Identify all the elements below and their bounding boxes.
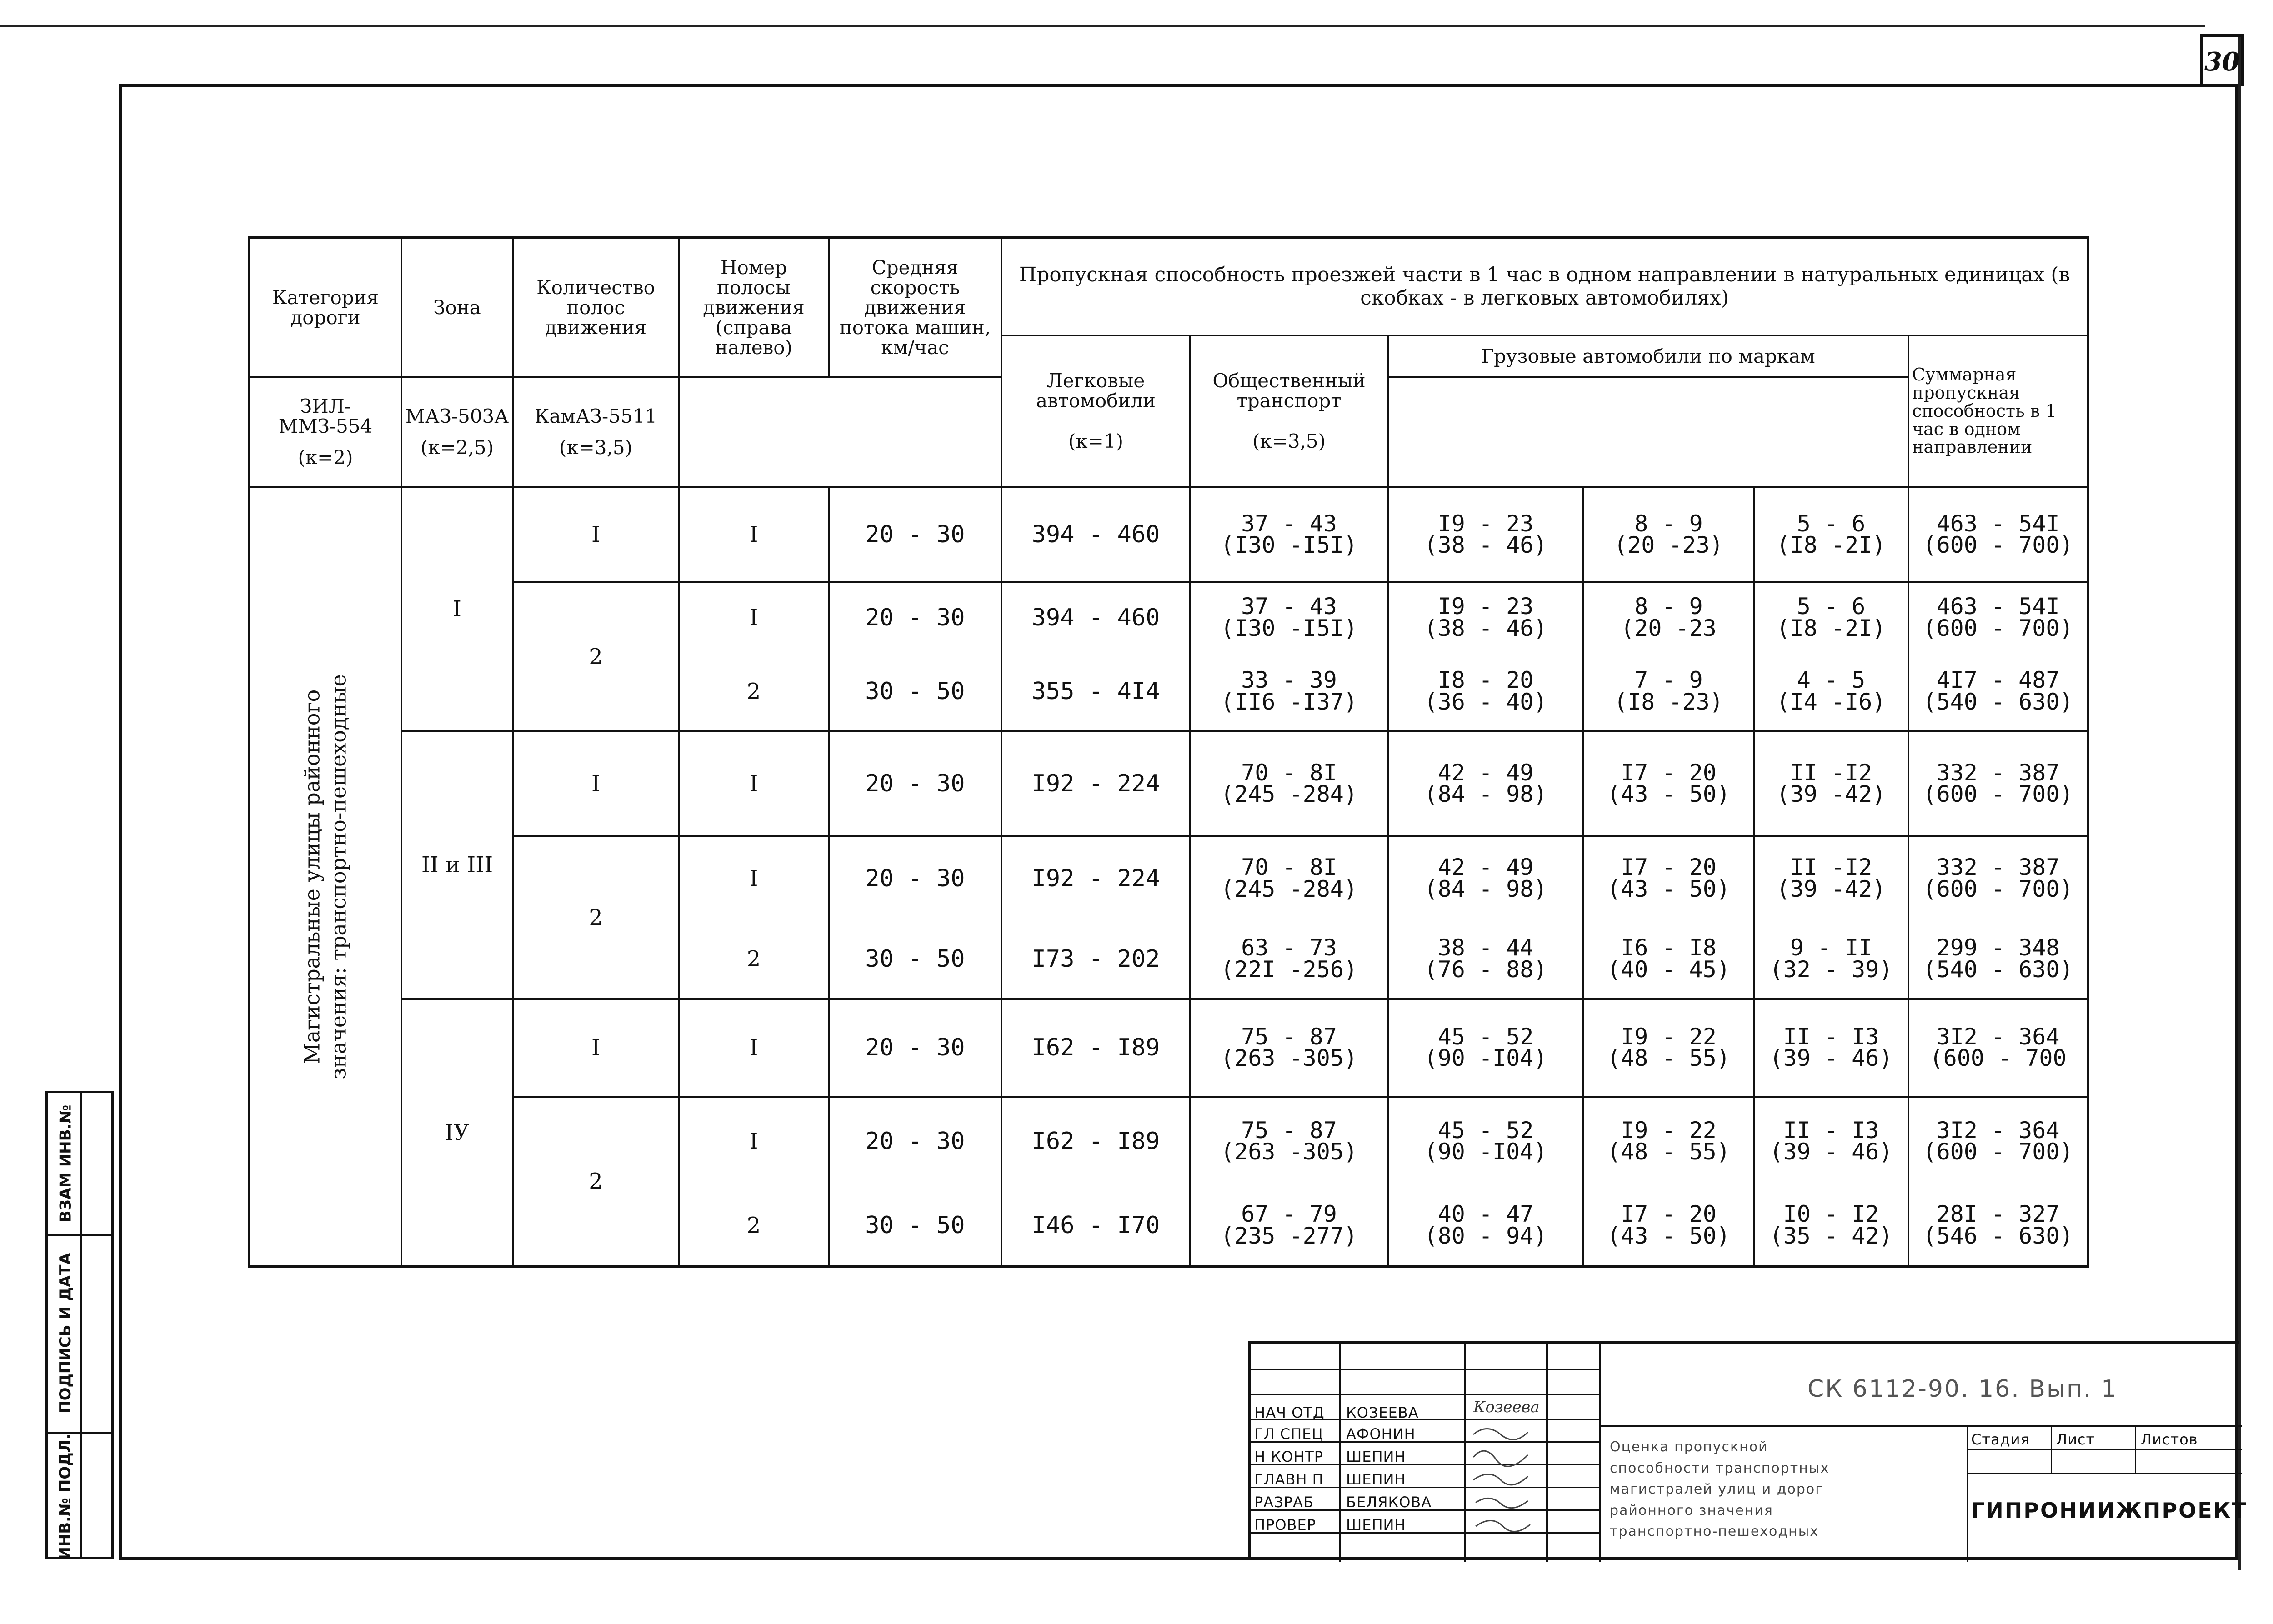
lane-number-cell: I [679, 731, 829, 836]
name-label: КОЗЕЕВА [1346, 1404, 1419, 1421]
value-main: 28I - 327 [1936, 1201, 2060, 1228]
transit-cell [1190, 582, 1388, 652]
value-sub: (39 -42) [1776, 875, 1886, 902]
name-label: БЕЛЯКОВА [1346, 1494, 1432, 1511]
value-sub: (32 - 39) [1769, 956, 1893, 983]
kamaz-cell [1754, 1097, 1908, 1185]
header-transit-label: Общественный транспорт [1212, 369, 1366, 412]
value-sub: (600 - 700) [1923, 875, 2073, 902]
value-main: 75 - 87 [1241, 1023, 1337, 1050]
value-sub: (245 -284) [1220, 781, 1358, 808]
kamaz-cell [1754, 920, 1908, 999]
value-sub: (80 - 94) [1424, 1222, 1547, 1249]
right-border [2238, 34, 2241, 1570]
value-main: I9 - 23 [1437, 593, 1534, 620]
lane-number-cell: 2 [679, 1185, 829, 1267]
value-sub: (38 - 46) [1424, 615, 1547, 641]
value-main: I9 - 23 [1437, 510, 1534, 537]
value-sub: (48 - 55) [1607, 1139, 1730, 1165]
kamaz-cell [1754, 487, 1908, 582]
header-total: Суммарная пропускная способность в 1 час в одном направлении [1908, 335, 2088, 487]
value-main: I7 - 20 [1621, 854, 1717, 881]
value-main: 5 - 6 [1797, 593, 1866, 620]
total-cell [1908, 487, 2088, 582]
header-zone: Зона [401, 238, 513, 377]
value-sub: (I8 -2I) [1776, 532, 1886, 559]
value-sub: (40 - 45) [1607, 956, 1730, 983]
value-main: 9 - II [1790, 934, 1872, 961]
value-main: I8 - 20 [1437, 667, 1534, 694]
role-label: НАЧ ОТД [1254, 1404, 1325, 1421]
role-label: РАЗРАБ [1254, 1494, 1314, 1511]
value-main: 8 - 9 [1634, 510, 1703, 537]
organization-name: ГИПРОНИИЖПРОЕКТ [1971, 1498, 2248, 1523]
stage-label: Стадия [1971, 1431, 2030, 1448]
zil-cell [1388, 1097, 1583, 1185]
stamp-line [1339, 1344, 1341, 1562]
value-main: II -I2 [1790, 854, 1872, 881]
value-sub: (38 - 46) [1424, 532, 1547, 559]
page-number [2200, 34, 2244, 86]
value-main: 463 - 54I [1936, 510, 2060, 537]
value-main: 37 - 43 [1241, 593, 1337, 620]
value-sub: (I8 -23) [1614, 688, 1723, 715]
transit-cell [1190, 999, 1388, 1097]
header-cars-k: (к=1) [1068, 430, 1123, 453]
speed-cell: 20 - 30 [829, 999, 1001, 1097]
lane-number-cell: I [679, 582, 829, 652]
cars-cell: 355 - 4I4 [1001, 652, 1190, 731]
header-speed: Средняя скорость движения потока машин, км/час [829, 238, 1001, 377]
cars-cell: I73 - 202 [1001, 920, 1190, 999]
zil-cell [1388, 487, 1583, 582]
kamaz-cell [1754, 999, 1908, 1097]
value-main: 5 - 6 [1797, 510, 1866, 537]
value-sub: (I4 -I6) [1776, 688, 1886, 715]
zone-cell: IУ [401, 999, 513, 1267]
value-sub: (600 - 700) [1923, 532, 2073, 559]
value-sub: (600 - 700) [1923, 615, 2073, 641]
header-cars-label: Легковые автомобили [1036, 369, 1156, 412]
lane-number-cell: 2 [679, 920, 829, 999]
value-sub: (235 -277) [1220, 1222, 1358, 1249]
value-main: I9 - 22 [1621, 1023, 1717, 1050]
transit-cell [1190, 1097, 1388, 1185]
lane-count-cell: 2 [513, 836, 679, 999]
stamp-line [1967, 1449, 2242, 1450]
role-label: ПРОВЕР [1254, 1516, 1317, 1534]
cars-cell: I62 - I89 [1001, 999, 1190, 1097]
role-label: Н КОНТР [1254, 1448, 1324, 1465]
name-label: ШЕПИН [1346, 1471, 1406, 1488]
name-label: ШЕПИН [1346, 1448, 1406, 1465]
speed-cell: 20 - 30 [829, 487, 1001, 582]
binding-stamp [45, 1091, 114, 1559]
value-main: 332 - 387 [1936, 759, 2060, 786]
value-sub: (263 -305) [1220, 1139, 1358, 1165]
header-kamaz-k: (к=3,5) [559, 436, 632, 459]
header-trucks-caption: Грузовые автомобили по маркам [1388, 335, 1908, 377]
signature: Козеева [1473, 1398, 1540, 1416]
value-sub: (43 - 50) [1607, 1222, 1730, 1249]
value-main: I7 - 20 [1621, 759, 1717, 786]
value-main: 75 - 87 [1241, 1117, 1337, 1144]
header-zil [249, 377, 401, 487]
speed-cell: 20 - 30 [829, 1097, 1001, 1185]
maz-cell [1583, 836, 1754, 919]
lane-number-cell: 2 [679, 652, 829, 731]
speed-cell: 30 - 50 [829, 920, 1001, 999]
value-main: 45 - 52 [1437, 1117, 1534, 1144]
value-main: 3I2 - 364 [1936, 1023, 2060, 1050]
maz-cell [1583, 920, 1754, 999]
maz-cell [1583, 1097, 1754, 1185]
header-category: Категория дороги [249, 238, 401, 377]
value-sub: (II6 -I37) [1220, 688, 1358, 715]
total-cell [1908, 582, 2088, 652]
stamp-line [2051, 1425, 2052, 1473]
header-transit-k: (к=3,5) [1252, 430, 1326, 453]
zil-cell [1388, 731, 1583, 836]
value-main: 4 - 5 [1797, 667, 1866, 694]
cars-cell: I92 - 224 [1001, 836, 1190, 919]
value-main: 332 - 387 [1936, 854, 2060, 881]
lane-number-cell: I [679, 999, 829, 1097]
value-sub: (48 - 55) [1607, 1045, 1730, 1072]
lane-count-cell: I [513, 731, 679, 836]
lane-count-cell: 2 [513, 582, 679, 731]
value-main: I7 - 20 [1621, 1201, 1717, 1228]
total-cell [1908, 1097, 2088, 1185]
speed-cell: 30 - 50 [829, 1185, 1001, 1267]
binding-label-sign: ПОДПИСЬ И ДАТА [56, 1252, 75, 1414]
value-sub: (600 - 700 [1929, 1045, 2067, 1072]
transit-cell [1190, 836, 1388, 919]
value-sub: (600 - 700) [1923, 781, 2073, 808]
value-sub: (90 -I04) [1424, 1045, 1547, 1072]
value-main: 63 - 73 [1241, 934, 1337, 961]
maz-cell [1583, 1185, 1754, 1267]
value-main: 40 - 47 [1437, 1201, 1534, 1228]
zil-cell [1388, 652, 1583, 731]
value-main: II -I2 [1790, 759, 1872, 786]
value-main: 45 - 52 [1437, 1023, 1534, 1050]
value-main: 70 - 8I [1241, 759, 1337, 786]
value-sub: (I30 -I5I) [1220, 615, 1358, 641]
stamp-line [1599, 1425, 2242, 1427]
value-sub: (84 - 98) [1424, 781, 1547, 808]
total-cell [1908, 920, 2088, 999]
table-row [249, 582, 2088, 652]
stamp-line [1967, 1425, 1968, 1562]
stamp-line [1967, 1473, 2242, 1474]
stamp-line [2135, 1425, 2136, 1473]
total-cell [1908, 1185, 2088, 1267]
kamaz-cell [1754, 582, 1908, 652]
value-main: 37 - 43 [1241, 510, 1337, 537]
header-maz-k: (к=2,5) [420, 436, 494, 459]
cars-cell: 394 - 460 [1001, 487, 1190, 582]
value-sub: (35 - 42) [1769, 1222, 1893, 1249]
stamp-line [1251, 1369, 1599, 1370]
table-row [249, 836, 2088, 919]
value-main: 33 - 39 [1241, 667, 1337, 694]
capacity-table [248, 236, 2089, 1268]
value-main: 8 - 9 [1634, 593, 1703, 620]
lane-count-cell: I [513, 487, 679, 582]
cars-cell: I92 - 224 [1001, 731, 1190, 836]
binding-label-replace: ВЗАМ ИНВ.№ [56, 1104, 75, 1223]
header-kamaz-label: КамАЗ-5511 [534, 405, 657, 428]
sheet-label: Лист [2056, 1431, 2095, 1448]
lane-number-cell: I [679, 836, 829, 919]
value-main: II - I3 [1783, 1117, 1879, 1144]
category-cell [249, 487, 401, 1267]
signature-scribbles [1469, 1421, 1542, 1553]
zil-cell [1388, 582, 1583, 652]
value-main: 70 - 8I [1241, 854, 1337, 881]
value-sub: (540 - 630) [1923, 956, 2073, 983]
value-sub: (245 -284) [1220, 875, 1358, 902]
speed-cell: 30 - 50 [829, 652, 1001, 731]
value-sub: (39 -42) [1776, 781, 1886, 808]
header-capacity-caption: Пропускная способность проезжей части в 1 час в одном направлении в натуральных единицах (в скобках - в легковых автомобилях) [1001, 238, 2088, 335]
value-main: 67 - 79 [1241, 1201, 1337, 1228]
value-sub: (546 - 630) [1923, 1222, 2073, 1249]
zone-cell: II и III [401, 731, 513, 999]
cars-cell: 394 - 460 [1001, 582, 1190, 652]
table-row [249, 731, 2088, 836]
value-main: 463 - 54I [1936, 593, 2060, 620]
role-label: ГЛАВН П [1254, 1471, 1324, 1488]
total-cell [1908, 652, 2088, 731]
maz-cell [1583, 999, 1754, 1097]
value-sub: (600 - 700) [1923, 1139, 2073, 1165]
name-label: АФОНИН [1346, 1425, 1416, 1443]
table-row [249, 999, 2088, 1097]
value-sub: (43 - 50) [1607, 781, 1730, 808]
value-main: II - I3 [1783, 1023, 1879, 1050]
value-main: 7 - 9 [1634, 667, 1703, 694]
zil-cell [1388, 999, 1583, 1097]
value-main: 299 - 348 [1936, 934, 2060, 961]
value-sub: (90 -I04) [1424, 1139, 1547, 1165]
sheets-label: Листов [2141, 1431, 2198, 1448]
value-sub: (76 - 88) [1424, 956, 1547, 983]
role-label: ГЛ СПЕЦ [1254, 1425, 1324, 1443]
header-maz-label: МАЗ-503А [405, 405, 509, 428]
transit-cell [1190, 731, 1388, 836]
title-block [1248, 1341, 2248, 1559]
kamaz-cell [1754, 1185, 1908, 1267]
transit-cell [1190, 487, 1388, 582]
header-cars [1001, 335, 1190, 487]
transit-cell [1190, 1185, 1388, 1267]
value-main: I6 - I8 [1621, 934, 1717, 961]
total-cell [1908, 836, 2088, 919]
kamaz-cell [1754, 731, 1908, 836]
top-rule [0, 25, 2205, 27]
transit-cell [1190, 920, 1388, 999]
total-cell [1908, 731, 2088, 836]
kamaz-cell [1754, 652, 1908, 731]
value-main: 42 - 49 [1437, 854, 1534, 881]
value-main: I0 - I2 [1783, 1201, 1879, 1228]
header-transit [1190, 335, 1388, 487]
value-sub: (263 -305) [1220, 1045, 1358, 1072]
value-sub: (43 - 50) [1607, 875, 1730, 902]
zone-cell: I [401, 487, 513, 731]
stamp-line [1251, 1394, 1599, 1395]
value-sub: (20 -23) [1614, 532, 1723, 559]
lane-count-cell: 2 [513, 1097, 679, 1267]
value-sub: (540 - 630) [1923, 688, 2073, 715]
lane-count-cell: I [513, 999, 679, 1097]
stamp-line [1546, 1344, 1548, 1562]
binding-stamp-divider [80, 1093, 82, 1557]
header-lanes: Количество полос движения [513, 238, 679, 377]
value-main: 42 - 49 [1437, 759, 1534, 786]
cars-cell: I46 - I70 [1001, 1185, 1190, 1267]
table-row [249, 487, 2088, 582]
page-number-text: 30 [2204, 46, 2240, 77]
lane-number-cell: I [679, 487, 829, 582]
value-main: 3I2 - 364 [1936, 1117, 2060, 1144]
value-sub: (36 - 40) [1424, 688, 1547, 715]
header-lane-number: Номер полосы движения (справа налево) [679, 238, 829, 377]
category-text: Магистральные улицы районного значения: транспортно-пешеходные [300, 674, 350, 1079]
value-sub: (84 - 98) [1424, 875, 1547, 902]
transit-cell [1190, 652, 1388, 731]
value-main: 38 - 44 [1437, 934, 1534, 961]
value-main: 4I7 - 487 [1936, 667, 2060, 694]
maz-cell [1583, 652, 1754, 731]
value-main: I9 - 22 [1621, 1117, 1717, 1144]
speed-cell: 20 - 30 [829, 582, 1001, 652]
cars-cell: I62 - I89 [1001, 1097, 1190, 1185]
value-sub: (39 - 46) [1769, 1045, 1893, 1072]
lane-number-cell: I [679, 1097, 829, 1185]
value-sub: (22I -256) [1220, 956, 1358, 983]
header-kamaz [513, 377, 679, 487]
total-cell [1908, 999, 2088, 1097]
stamp-line [1464, 1344, 1466, 1562]
kamaz-cell [1754, 836, 1908, 919]
speed-cell: 20 - 30 [829, 731, 1001, 836]
value-sub: (20 -23 [1621, 615, 1717, 641]
maz-cell [1583, 731, 1754, 836]
value-sub: (I8 -2I) [1776, 615, 1886, 641]
header-zil-k: (к=2) [298, 446, 353, 469]
zil-cell [1388, 920, 1583, 999]
value-sub: (39 - 46) [1769, 1139, 1893, 1165]
value-sub: (I30 -I5I) [1220, 532, 1358, 559]
maz-cell [1583, 487, 1754, 582]
name-label: ШЕПИН [1346, 1516, 1406, 1534]
zil-cell [1388, 836, 1583, 919]
maz-cell [1583, 582, 1754, 652]
header-maz [401, 377, 513, 487]
binding-label-inv: ИНВ.№ ПОДЛ. [56, 1433, 75, 1560]
table-row [249, 1097, 2088, 1185]
zil-cell [1388, 1185, 1583, 1267]
doc-description: Оценка пропускной способности транспортных магистралей улиц и дорог районного значения транспортно-пешеходных [1610, 1439, 1830, 1539]
stamp-line [1599, 1344, 1601, 1562]
header-zil-label: ЗИЛ-ММЗ-554 [278, 395, 373, 438]
speed-cell: 20 - 30 [829, 836, 1001, 919]
doc-code: СК 6112-90. 16. Вып. 1 [1807, 1375, 2118, 1403]
